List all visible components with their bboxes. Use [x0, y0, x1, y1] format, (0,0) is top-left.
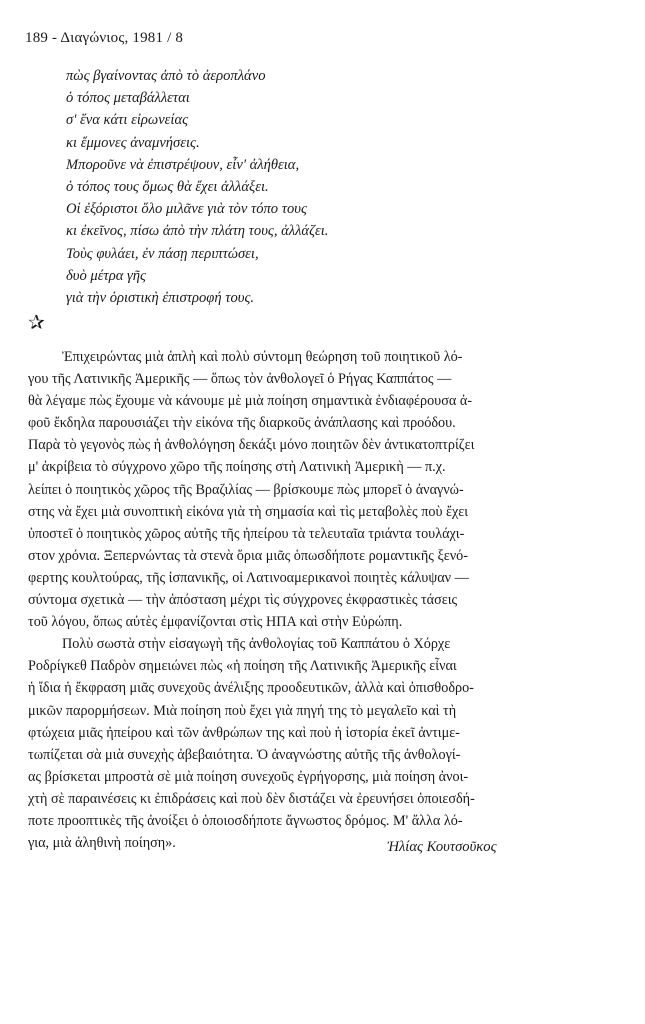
text-line: φερτης κουλτούρας, τῆς ἰσπανικῆς, οἱ Λατινοαμερικανοὶ ποιητὲς κάλυψαν — — [28, 569, 469, 586]
text-line: λείπει ὁ ποιητικὸς χῶρος τῆς Βραζιλίας — βρίσκουμε πὼς μπορεῖ ὁ ἀναγνώ- — [28, 481, 464, 498]
text-line: ποτε προοπτικὲς τῆς ἀνοίξει ὁ ὁποιοσδήποτε ἄγνωστος δρόμος. Μ' ἄλλα λό- — [28, 812, 463, 829]
text-line: Πολὺ σωστὰ στὴν εἰσαγωγὴ τῆς ἀνθολογίας τοῦ Καππάτου ὁ Χόρχε — [62, 636, 451, 653]
poem-line: Μποροῦνε νὰ ἐπιστρέψουν, εἶν' ἀλήθεια, — [66, 156, 300, 173]
poem-line: σ' ἕνα κάτι εἰρωνείας — [66, 112, 189, 129]
paragraph-2 — [28, 633, 580, 854]
text-line: γου τῆς Λατινικῆς Ἀμερικῆς — ὅπως τὸν ἀνθολογεῖ ὁ Ρήγας Καππάτος — — [28, 371, 452, 388]
star-separator-icon: ✰ — [28, 312, 45, 334]
author-signature: Ἠλίας Κουτσοῦκος — [387, 839, 497, 855]
text-line: σύντομα σχετικὰ — τὴν ἀπόσταση μέχρι τὶς σύγχρονες ἐκφραστικὲς τάσεις — [28, 592, 458, 609]
text-line: ὑποστεῖ ὁ ποιητικὸς χῶρος αὐτῆς τῆς ἠπείρου τὰ τελευταῖα τριάντα τουλάχι- — [28, 525, 465, 542]
text-line: Παρὰ τὸ γεγονὸς πὼς ἡ ἀνθολόγηση δεκάξι μόνο ποιητῶν δὲν ἀντικατοπτρίζει — [28, 437, 475, 454]
poem-line: κι ἐκεῖνος, πίσω ἀπὸ τὴν πλάτη τους, ἀλλάζει. — [66, 223, 329, 240]
poem-line: πὼς βγαίνοντας ἀπὸ τὸ ἀεροπλάνο — [66, 68, 266, 84]
poem-line: ὁ τόπος μεταβάλλεται — [66, 90, 190, 107]
poem-line: κι ἔμμονες ἀναμνήσεις. — [66, 134, 200, 151]
poem-block — [66, 65, 328, 309]
text-line: Ἐπιχειρώντας μιὰ ἁπλὴ καὶ πολὺ σύντομη θεώρηση τοῦ ποιητικοῦ λό- — [62, 349, 463, 365]
poem-line: δυὸ μέτρα γῆς — [66, 267, 146, 284]
text-line: ας βρίσκεται μπροστὰ σὲ μιὰ ποίηση συνεχοῦς ἐγρήγορσης, μιὰ ποίηση ἀνοι- — [28, 768, 469, 785]
poem-line: Τοὺς φυλάει, ἐν πάσῃ περιπτώσει, — [66, 245, 259, 262]
text-line: μ' ἀκρίβεια τὸ σύγχρονο χῶρο τῆς ποίησης στὴ Λατινικὴ Ἀμερικὴ — π.χ. — [28, 459, 446, 476]
poem-line: γιὰ τὴν ὁριστικὴ ἐπιστροφή τους. — [66, 290, 255, 307]
text-line: στον χρόνια. Ξεπερνώντας τὰ στενὰ ὅρια μιᾶς ὁπωσδήποτε ρομαντικῆς ξενό- — [28, 547, 468, 564]
essay-body — [28, 346, 580, 854]
paragraph-1 — [28, 346, 580, 633]
poem-line: Οἱ ἐξόριστοι ὅλο μιλᾶνε γιὰ τὸν τόπο τους — [66, 201, 307, 218]
page-header: 189 - Διαγώνιος, 1981 / 8 — [25, 30, 184, 46]
text-line: ἡ ἴδια ἡ ἔκφραση μιᾶς συνεχοῦς ἀνέλιξης προοδευτικῶν, ἀλλὰ καὶ ὀπισθοδρο- — [28, 680, 474, 697]
text-line: φτώχεια μιᾶς ἠπείρου καὶ τῶν ἀνθρώπων της καὶ ποὺ ἡ ἱστορία ἐκεῖ ἀντιμε- — [28, 724, 460, 741]
text-line: Ροδρίγκεθ Παδρὸν σημειώνει πὼς «ἡ ποίηση τῆς Λατινικῆς Ἀμερικῆς εἶναι — [28, 658, 457, 675]
poem-line: ὁ τόπος τους ὅμως θὰ ἔχει ἀλλάξει. — [66, 179, 269, 196]
text-line: θὰ λέγαμε πὼς ἔχουμε νὰ κάνουμε μὲ μιὰ ποίηση σημαντικὰ ἐνδιαφέρουσα ἀ- — [28, 393, 472, 410]
text-line: φοῦ ἔκδηλα παρουσιάζει τὴν εἰκόνα τῆς διαρκοῦς ἀνάπλασης καὶ προόδου. — [28, 415, 456, 432]
text-line: τοῦ λόγου, ὅπως αὐτὲς ἐμφανίζονται στὶς ΗΠΑ καὶ στὴν Εὐρώπη. — [28, 614, 403, 631]
text-line: στης νὰ ἔχει μιὰ συνοπτικὴ εἰκόνα γιὰ τὴ σημασία καὶ τὶς μεταβολὲς ποὺ ἔχει — [28, 503, 469, 520]
text-line: για, μιὰ ἀληθινὴ ποίηση». — [28, 835, 176, 852]
text-line: χτὴ σὲ παραινέσεις κι ἐπιδράσεις καὶ ποὺ δὲν διστάζει νὰ ἐρευνήσει ὁποιεσδή- — [28, 790, 475, 807]
text-line: τωπίζεται σὰ μιὰ συνεχὴς ἀβεβαιότητα. Ὁ ἀναγνώστης αὐτῆς τῆς ἀνθολογί- — [28, 746, 461, 763]
text-line: μικῶν παρορμήσεων. Μιὰ ποίηση ποὺ ἔχει γιὰ πηγή της τὸ μεγαλεῖο καὶ τὴ — [28, 702, 457, 719]
